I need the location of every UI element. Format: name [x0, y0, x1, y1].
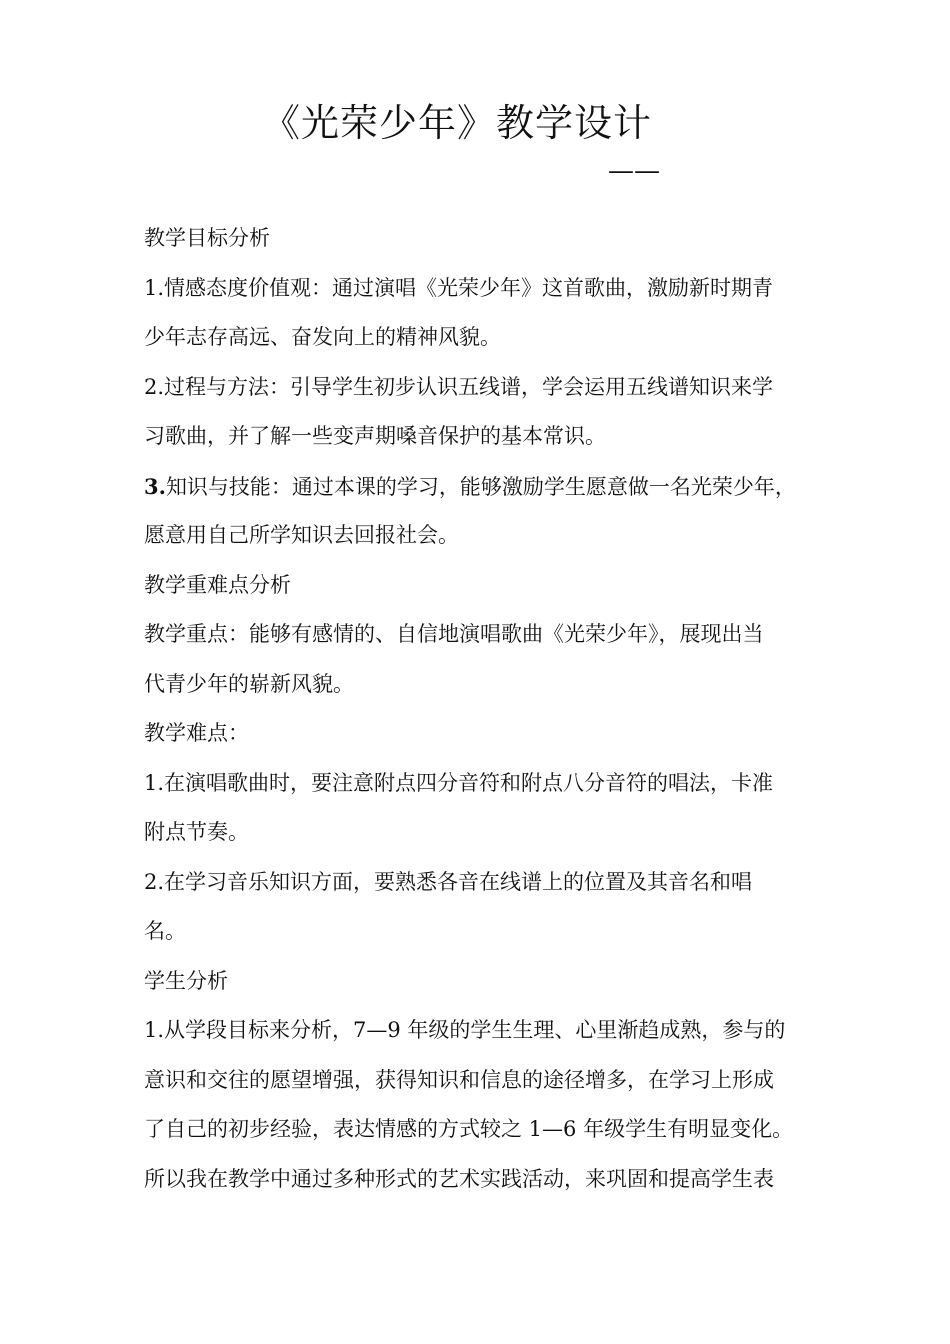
- paragraph-line: 2.在学习音乐知识方面，要熟悉各音在线谱上的位置及其音名和唱: [144, 869, 753, 894]
- document-title: 《光荣少年》教学设计: [261, 101, 652, 145]
- paragraph-line: 所以我在教学中通过多种形式的艺术实践活动，来巩固和提高学生表: [144, 1166, 774, 1191]
- paragraph-line: 2.过程与方法：引导学生初步认识五线谱，学会运用五线谱知识来学: [144, 374, 774, 399]
- paragraph-line: 1.在演唱歌曲时，要注意附点四分音符和附点八分音符的唱法，卡准: [144, 770, 774, 795]
- paragraph-line: 名。: [144, 919, 186, 943]
- paragraph-line: 教学难点：: [144, 721, 249, 745]
- paragraph-line: 教学重点：能够有感情的、自信地演唱歌曲《光荣少年》，展现出当: [144, 622, 764, 646]
- paragraph-line: 代青少年的崭新风貌。: [144, 671, 354, 696]
- paragraph-line: 1.情感态度价值观：通过演唱《光荣少年》这首歌曲，激励新时期青: [144, 275, 774, 300]
- paragraph-line: 意识和交往的愿望增强，获得知识和信息的途径增多，在学习上形成: [144, 1067, 774, 1092]
- paragraph-line: 少年志存高远、奋发向上的精神风貌。: [144, 325, 501, 349]
- document-body: [144, 214, 808, 1204]
- paragraph-line-text: 知识与技能：通过本课的学习，能够激励学生愿意做一名光荣少年，: [165, 474, 796, 499]
- author-dash: ——: [608, 156, 660, 186]
- paragraph-line: [144, 462, 808, 512]
- paragraph-line: 习歌曲，并了解一些变声期嗓音保护的基本常识。: [144, 424, 606, 448]
- paragraph-line: 愿意用自己所学知识去回报社会。: [144, 523, 459, 547]
- section-heading-key-points: 教学重难点分析: [144, 572, 291, 597]
- section-heading-student-analysis: 学生分析: [144, 968, 228, 993]
- section-heading-objectives: 教学目标分析: [144, 226, 270, 250]
- paragraph-line: 附点节奏。: [144, 820, 249, 844]
- paragraph-line: 1.从学段目标来分析，7—9 年级的学生生理、心里渐趋成熟，参与的: [144, 1018, 786, 1042]
- item-number-bold: 3.: [144, 473, 166, 499]
- paragraph-line: 了自己的初步经验，表达情感的方式较之 1—6 年级学生有明显变化。: [144, 1117, 794, 1141]
